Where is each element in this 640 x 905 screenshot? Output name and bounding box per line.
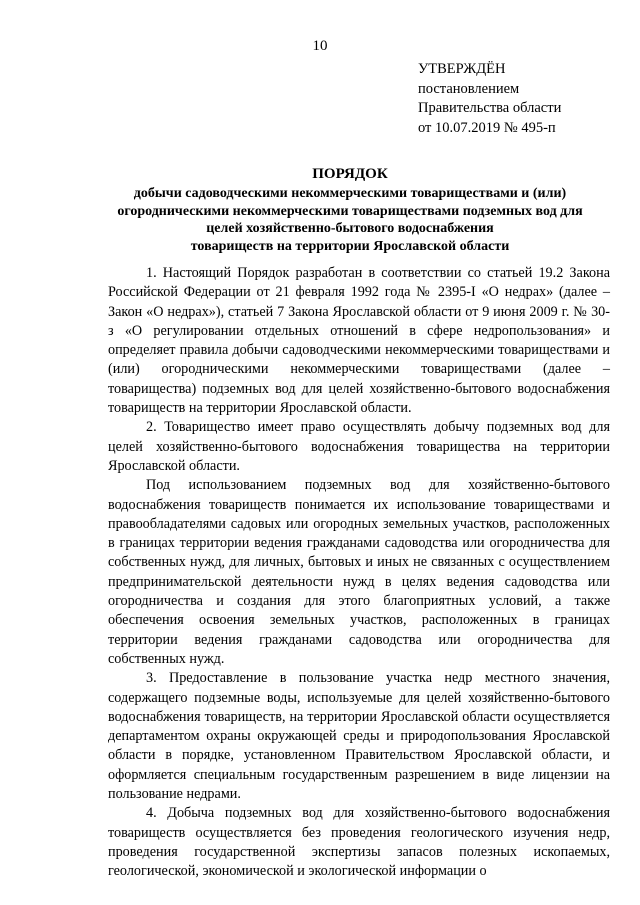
title-line: добычи садоводческими некоммерческими товариществами и (или) xyxy=(133,186,567,201)
document-body xyxy=(108,264,610,882)
paragraph-2-continuation: Под использованием подземных вод для хозяйственно-бытового водоснабжения товариществ понимается их использование товариществами и правообладателями садовых или огородных земельных участков, расположенных в границах территории ведения гражданами садоводства или огородничества для собственных нужд, для личных, бытовых и иных не связанных с осуществлением предпринимательской деятельности нужд в целях ведения садоводства или огородничества и создания для этого благоприятных условий, а также обеспечения освоения земельных участков, расположенных в границах территории ведения гражданами садоводства или огородничества для собственных нужд. xyxy=(108,477,610,667)
approval-line-date-number: от 10.07.2019 № 495-п xyxy=(418,119,556,136)
title-heading: ПОРЯДОК xyxy=(312,166,388,182)
approval-line-approved: УТВЕРЖДЁН xyxy=(418,61,506,77)
paragraph-3: 3. Предоставление в пользование участка недр местного значения, содержащего подземные воды, используемые для целей хозяйственно-бытового водоснабжения товариществ, на территории Ярославской области осуществляется департаментом охраны окружающей среды и природопользования Ярославской области в порядке, установленном Правительством Ярославской области, и оформляется специальным государственным разрешением в виде лицензии на пользование недрами. xyxy=(108,670,610,803)
title-line: целей хозяйственно-бытового водоснабжения xyxy=(206,221,494,236)
title-line: огородническими некоммерческими товариществами подземных вод для xyxy=(117,203,583,219)
approval-line-government: Правительства области xyxy=(418,100,562,116)
paragraph-2: 2. Товарищество имеет право осуществлять добычу подземных вод для целей хозяйственно-бытового водоснабжения товарищества на территории Ярославской области. xyxy=(108,419,610,474)
paragraph-1: 1. Настоящий Порядок разработан в соответствии со статьей 19.2 Закона Российской Федерации от 21 февраля 1992 года № 2395-I «О недрах» (далее – Закон «О недрах»), статьей 7 Закона Ярославской области от 9 июня 2009 г. № 30-з «О регулировании отдельных отношений в сфере недропользования» и определяет правила добычи садоводческими некоммерческими товариществами и (или) огородническими некоммерческими товариществами (далее – товарищества) подземных вод для целей хозяйственно-бытового водоснабжения товариществ на территории Ярославской области. xyxy=(108,265,610,417)
title-line: товариществ на территории Ярославской области xyxy=(190,238,510,254)
page-number: 10 xyxy=(312,38,328,54)
paragraph-4: 4. Добыча подземных вод для хозяйственно-бытового водоснабжения товариществ осуществляется без проведения геологического изучения недр, проведения государственной экспертизы запасов полезных ископаемых, геологической, экономической и экологической информации о xyxy=(108,805,610,880)
approval-stamp xyxy=(418,60,628,138)
approval-line-resolution: постановлением xyxy=(418,80,520,97)
document-title xyxy=(88,164,612,255)
